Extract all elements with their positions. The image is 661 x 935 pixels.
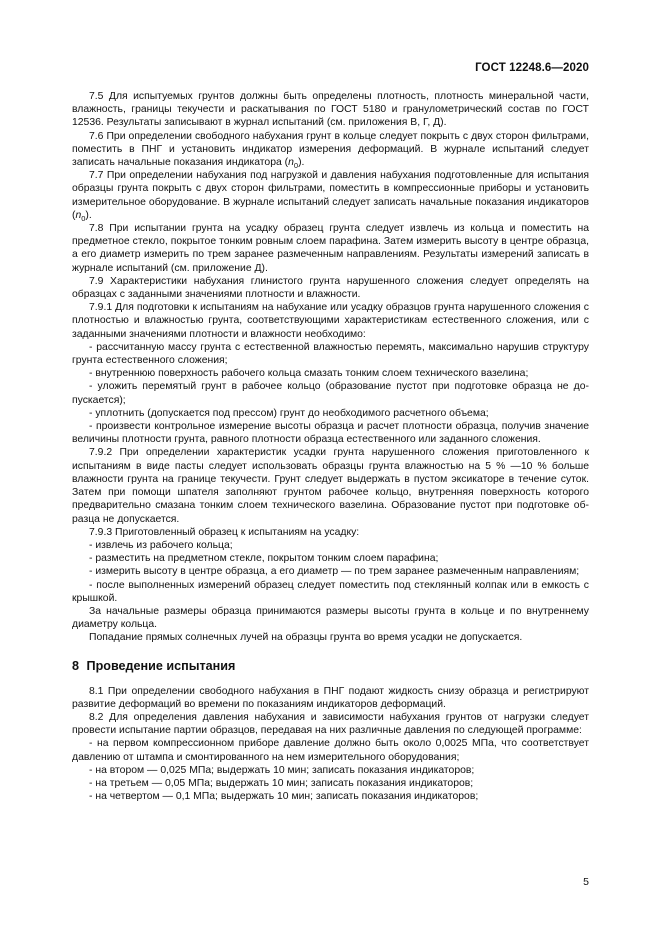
section-heading [72,658,589,674]
list-item: - извлечь из рабочего кольца; [89,539,233,551]
list-item: - на четвертом — 0,1 МПа; выдержать 10 мин; записать показания индикаторов; [89,791,479,803]
document-header: ГОСТ 12248.6—2020 [475,62,589,74]
list-item: - уплотнить (допускается под прессом) грунт до необходимого расчетного объема; [89,407,489,419]
symbol-sub: 0 [293,161,299,171]
paragraph-7-9-1: 7.9.1 Для подготовки к испытаниям на набухание или усадку образцов грунта нарушенного сложения с плотностью и влажностью грунта, соответствующими характеристикам естественного сложения, или с заданными значениями плотности и влажности необходимо: [72,302,589,340]
list-item: - внутреннюю поверхность рабочего кольца смазать тонким слоем технического вазелина; [89,368,529,380]
list-item: - измерить высоту в центре образца, а его диаметр — по трем заранее размеченным направлениям; [89,566,580,578]
section-title: Проведение испытания [86,658,236,673]
paragraph-7-7: 7.7 При определении набухания под нагрузкой и давления набухания подготовленные для испытания образцы грунта покрыть с двух сторон фильтрами, поместить в компрессионные приборы и установить измерительное оборудование. В журнале испытаний следует записать начальные показания индикаторов $(n_0)$. [72,170,589,223]
list-item: - на втором — 0,025 МПа; выдержать 10 мин; записать показания индикаторов; [89,764,475,776]
list-item: - рассчитанную массу грунта с естественной влажностью перемять, максимально нарушив структуру грунта естественного сложения; [72,341,589,367]
symbol-n: n [288,157,294,169]
paragraph-7-6: 7.6 При определении свободного набухания грунт в кольце следует покрыть с двух сторон фильтрами, поместить в ПНГ и установить индикатор измерения деформаций. В журнале испытаний следует записать начальные показания индикатора $(n_0)$. [72,130,589,171]
symbol-sub: 0 [81,213,86,223]
paragraph-7-9-3: 7.9.3 Приготовленный образец к испытаниям на усадку: [89,526,360,538]
paragraph-7-9: 7.9 Характеристики набухания глинистого грунта нарушенного сложения следует определять на образцах с заданными значениями плотности и влажности. [72,275,589,301]
paragraph-7-9-2: 7.9.2 При определении характеристик усадки грунта нарушенного сложения приготовленного к испытаниям в виде пасты следует использовать образцы грунта влажностью на 5 % —10 % больше влажности грунта на границе текучести. Грунт следует выдержать в пустом эксикаторе в течение суток. Затем при помощи шпателя заполняют грунтом рабочее кольцо, внутренняя поверхность которого предварительно смазана тонким слоем технического вазелина. Образование пустот при подготовке образца не допускается. [72,447,589,525]
document-body [72,90,589,803]
list-item: - разместить на предметном стекле, покрытом тонким слоем парафина; [89,553,439,565]
paragraph-8-1: 8.1 При определении свободного набухания в ПНГ подают жидкость снизу образца и регистрируют развитие деформаций во времени по показаниям индикаторов деформаций. [72,685,589,710]
paragraph-7-8: 7.8 При испытании грунта на усадку образец грунта следует извлечь из кольца и поместить на предметное стекло, покрытое тонким ровным слоем парафина. Затем измерить высоту в центре образца, а его диаметр измерить по трем заранее размеченным направлениям. Результаты измерений записать в журнале испытаний (см. приложение Д). [72,223,589,274]
paragraph-8-2: 8.2 Для определения давления набухания и зависимости набухания грунтов от нагрузки следует провести испытание партии образцов, передавая на них различные давления по следующей программе: [72,711,589,737]
section-number: 8 [72,658,80,673]
list-item: - уложить перемятый грунт в рабочее кольцо (образование пустот при подготовке образца не допускается); [72,381,589,406]
paragraph-7-5: 7.5 Для испытуемых грунтов должны быть определены плотность, плотность минеральной части, влажность, границы текучести и раскатывания по ГОСТ 5180 и гранулометрический состав по ГОСТ 12536. Результаты записывают в журнал испытаний (см. приложения В, Г, Д). [72,91,589,129]
list-item: - после выполненных измерений образец следует поместить под стеклянный колпак или в емкость с крышкой. [72,579,589,604]
list-item: - произвести контрольное измерение высоты образца и расчет плотности образца, получив значение величины плотности грунта, равного плотности образца естественного или заданного сложения. [72,421,589,446]
symbol-n: n [75,209,82,221]
page-number: 5 [583,876,589,888]
list-item: - на третьем — 0,05 МПа; выдержать 10 мин; записать показания индикаторов; [89,777,474,789]
paragraph-initial-sizes: За начальные размеры образца принимаются размеры высоты грунта в кольце и по внутреннему диаметру кольца. [72,605,589,631]
list-item: - на первом компрессионном приборе давление должно быть около 0,0025 МПа, что соответствует давлению от штампа и смонтированного на нем измерительного оборудования; [72,738,589,763]
paragraph-sunlight-note: Попадание прямых солнечных лучей на образцы грунта во время усадки не допускается. [89,632,523,644]
